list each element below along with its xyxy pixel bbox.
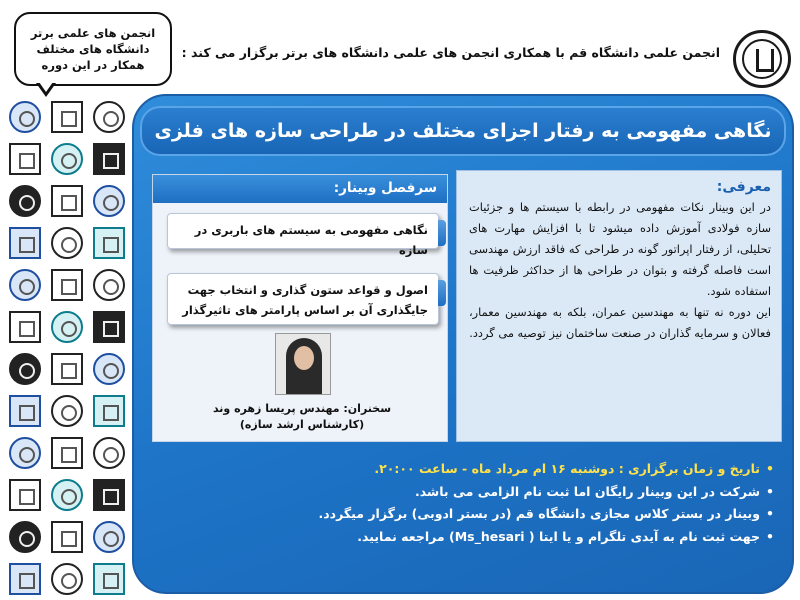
association-logo: [48, 350, 86, 388]
association-logo: [90, 434, 128, 472]
organizer-line: انجمن علمی دانشگاه قم با همکاری انجمن های علمی دانشگاه های برتر برگزار می کند :: [181, 45, 720, 60]
event-date: • تاریخ و زمان برگزاری : دوشنبه ۱۶ ام مرداد ماه - ساعت ۲۰:۰۰.: [150, 458, 776, 481]
partner-associations-bubble: [14, 12, 172, 86]
association-logo: [6, 140, 44, 178]
bubble-line: انجمن های علمی برتر: [30, 26, 156, 40]
webinar-title: نگاهی مفهومی به رفتار اجزای مختلف در طراحی سازه های فلزی: [154, 120, 772, 142]
speaker-title: (کارشناس ارشد سازه): [239, 418, 365, 431]
syllabus-heading: سرفصل وبینار:: [153, 175, 447, 203]
association-logo: [6, 266, 44, 304]
association-logo: [48, 224, 86, 262]
intro-paragraph: در این وبینار نکات مفهومی در رابطه با سیستم ها و جزئیات سازه فولادی آموزش داده میشود تا با افزایش مهارت های تحلیلی، از رفتار اپراتور گونه در طراحی که فاقد ارزش مهندسی است فاصله گرفته و بتوان در طراحی ها از حداکثر ظرفیت ها استفاده شود.: [469, 200, 771, 298]
association-logo: [48, 140, 86, 178]
association-logo: [6, 560, 44, 598]
association-logo: [90, 98, 128, 136]
bubble-tail-inner: [39, 82, 53, 92]
association-logo: [90, 476, 128, 514]
association-logo: [6, 434, 44, 472]
association-logo: [90, 350, 128, 388]
association-logo: [90, 560, 128, 598]
association-logo: [6, 350, 44, 388]
intro-heading: معرفی:: [716, 179, 771, 195]
association-logo: [6, 308, 44, 346]
association-logo: [48, 182, 86, 220]
association-logo: [6, 476, 44, 514]
association-logo: [6, 224, 44, 262]
association-logos: [6, 98, 128, 594]
title-bar: [140, 106, 786, 156]
association-logo: [48, 266, 86, 304]
event-registration: • جهت ثبت نام به آیدی تلگرام و یا ایتا ( Ms_hesari) مراجعه نمایید.: [150, 526, 776, 549]
association-logo: [48, 392, 86, 430]
association-logo: [48, 560, 86, 598]
association-logo: [48, 98, 86, 136]
association-logo: [90, 224, 128, 262]
association-logo: [48, 308, 86, 346]
bubble-line: همکار در این دوره: [41, 58, 145, 72]
association-logo: [90, 392, 128, 430]
association-logo: [6, 98, 44, 136]
speaker-info: [173, 401, 431, 433]
intro-box: [456, 170, 782, 442]
association-logo: [6, 182, 44, 220]
association-logo: [90, 182, 128, 220]
qom-university-logo: [733, 30, 791, 88]
intro-paragraph: این دوره نه تنها به مهندسین عمران، بلکه به مهندسین معمار، فعالان و سرمایه گذاران در صنعت ساختمان نیز توصیه می گردد.: [469, 305, 771, 340]
association-logo: [6, 518, 44, 556]
association-logo: [48, 434, 86, 472]
association-logo: [90, 266, 128, 304]
event-platform: • وبینار در بستر کلاس مجازی دانشگاه قم (در بستر ادوبی) برگزار میگردد.: [150, 503, 776, 526]
association-logo: [90, 518, 128, 556]
event-details: [150, 458, 776, 548]
syllabus-item: نگاهی مفهومی به سیستم های باربری در سازه: [167, 213, 439, 249]
association-logo: [6, 392, 44, 430]
syllabus-box: [152, 174, 448, 442]
speaker-name: سخنران: مهندس پریسا زهره وند: [212, 402, 392, 415]
syllabus-item: اصول و قواعد ستون گذاری و انتخاب جهت جایگذاری آن بر اساس پارامتر های تاثیرگذار: [167, 273, 439, 325]
association-logo: [90, 140, 128, 178]
association-logo: [48, 476, 86, 514]
bubble-line: دانشگاه های مختلف: [36, 42, 150, 56]
event-free-note: • شرکت در این وبینار رایگان اما ثبت نام الزامی می باشد.: [150, 481, 776, 504]
association-logo: [90, 308, 128, 346]
association-logo: [48, 518, 86, 556]
speaker-photo: [275, 333, 331, 395]
